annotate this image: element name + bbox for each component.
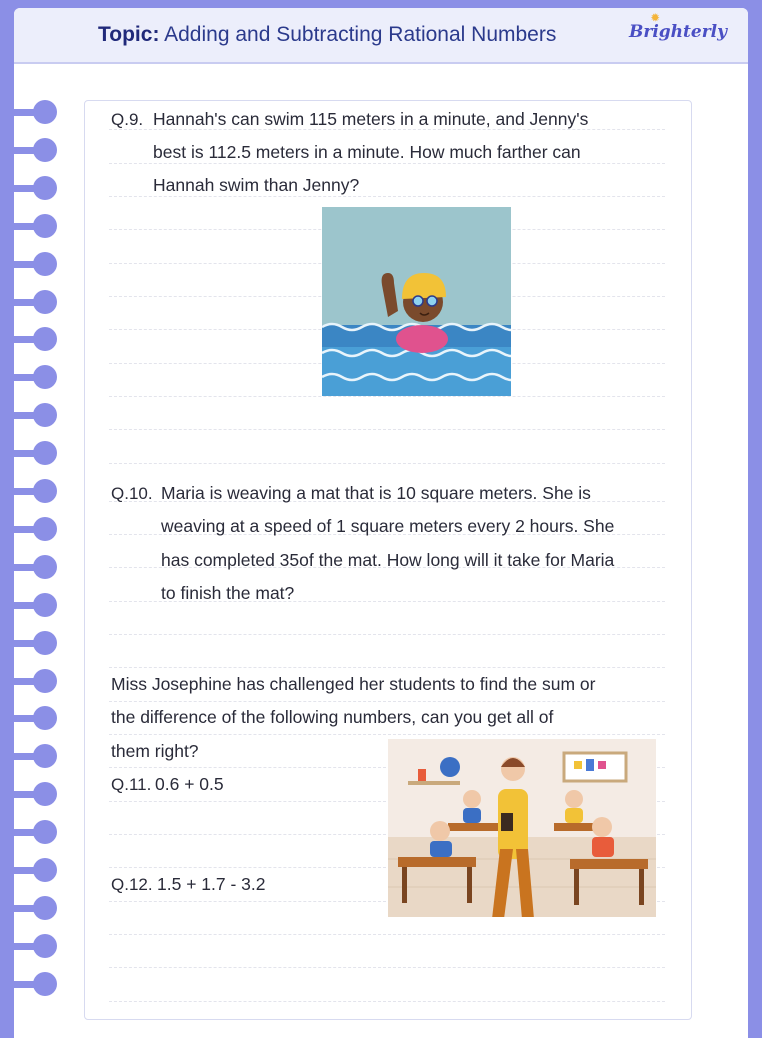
challenge-intro-line-1: Miss Josephine has challenged her students to find the sum or bbox=[111, 674, 596, 694]
spiral-hole bbox=[33, 744, 57, 768]
spiral-hole bbox=[33, 365, 57, 389]
question-number: Q.10. bbox=[111, 484, 153, 503]
topic-label: Topic: bbox=[98, 23, 160, 46]
spiral-hole bbox=[33, 479, 57, 503]
page-title bbox=[98, 23, 556, 47]
question-11-expression: 0.6 + 0.5 bbox=[155, 774, 224, 794]
spiral-hole bbox=[33, 896, 57, 920]
spiral-hole bbox=[33, 517, 57, 541]
spiral-hole bbox=[33, 972, 57, 996]
spiral-ring bbox=[0, 820, 58, 844]
spiral-hole bbox=[33, 934, 57, 958]
spiral-hole bbox=[33, 820, 57, 844]
writing-line bbox=[109, 967, 665, 968]
question-10-line-1: Maria is weaving a mat that is 10 square meters. She is bbox=[161, 483, 591, 503]
spiral-hole bbox=[33, 631, 57, 655]
topic-title: Adding and Subtracting Rational Numbers bbox=[164, 23, 557, 46]
spiral-ring bbox=[0, 744, 58, 768]
spiral-hole bbox=[33, 858, 57, 882]
brand-name: Brighterly bbox=[629, 22, 727, 42]
spiral-ring bbox=[0, 441, 58, 465]
question-9-line-3: Hannah swim than Jenny? bbox=[153, 175, 360, 195]
question-10-line-2: weaving at a speed of 1 square meters every 2 hours. She bbox=[161, 516, 615, 536]
spiral-ring bbox=[0, 214, 58, 238]
swimmer-icon bbox=[322, 207, 511, 396]
spiral-ring bbox=[0, 669, 58, 693]
spiral-ring bbox=[0, 365, 58, 389]
spiral-ring bbox=[0, 631, 58, 655]
spiral-hole bbox=[33, 138, 57, 162]
spiral-ring bbox=[0, 593, 58, 617]
spiral-hole bbox=[33, 441, 57, 465]
question-number: Q.11. bbox=[111, 775, 152, 794]
spiral-hole bbox=[33, 252, 57, 276]
spiral-hole bbox=[33, 782, 57, 806]
spiral-ring bbox=[0, 252, 58, 276]
question-number: Q.12. bbox=[111, 875, 153, 894]
spiral-hole bbox=[33, 214, 57, 238]
writing-line bbox=[109, 463, 665, 464]
spiral-ring bbox=[0, 517, 58, 541]
page-header bbox=[14, 8, 748, 64]
spiral-hole bbox=[33, 706, 57, 730]
notebook-spiral bbox=[0, 100, 60, 1000]
spiral-ring bbox=[0, 858, 58, 882]
spiral-ring bbox=[0, 100, 58, 124]
writing-line bbox=[109, 396, 665, 397]
writing-line bbox=[109, 429, 665, 430]
writing-line bbox=[109, 934, 665, 935]
swimmer-illustration bbox=[322, 207, 511, 396]
brand-logo bbox=[629, 13, 727, 42]
spiral-ring bbox=[0, 555, 58, 579]
spiral-ring bbox=[0, 706, 58, 730]
spiral-ring bbox=[0, 327, 58, 351]
spiral-ring bbox=[0, 479, 58, 503]
spiral-ring bbox=[0, 176, 58, 200]
question-10-line-4: to finish the mat? bbox=[161, 583, 295, 603]
question-9-line-2: best is 112.5 meters in a minute. How much farther can bbox=[153, 142, 581, 162]
question-12-expression: 1.5 + 1.7 - 3.2 bbox=[157, 874, 266, 894]
spiral-hole bbox=[33, 327, 57, 351]
spiral-hole bbox=[33, 593, 57, 617]
spiral-hole bbox=[33, 555, 57, 579]
question-card bbox=[84, 100, 692, 1020]
sun-icon: ✹ bbox=[651, 13, 660, 24]
spiral-ring bbox=[0, 138, 58, 162]
question-10-line-3: has completed 35of the mat. How long will it take for Maria bbox=[161, 550, 615, 570]
spiral-ring bbox=[0, 403, 58, 427]
spiral-hole bbox=[33, 290, 57, 314]
question-9-line-1: Hannah's can swim 115 meters in a minute, and Jenny's bbox=[153, 109, 589, 129]
spiral-hole bbox=[33, 100, 57, 124]
spiral-ring bbox=[0, 290, 58, 314]
spiral-ring bbox=[0, 782, 58, 806]
spiral-hole bbox=[33, 403, 57, 427]
spiral-ring bbox=[0, 934, 58, 958]
spiral-hole bbox=[33, 669, 57, 693]
writing-line bbox=[109, 634, 665, 635]
writing-line bbox=[109, 1001, 665, 1002]
challenge-intro-line-2: the difference of the following numbers, can you get all of bbox=[111, 707, 554, 727]
challenge-intro-line-3: them right? bbox=[111, 741, 199, 761]
question-number: Q.9. bbox=[111, 110, 144, 129]
spiral-ring bbox=[0, 896, 58, 920]
spiral-ring bbox=[0, 972, 58, 996]
classroom-icon bbox=[388, 739, 656, 917]
classroom-illustration bbox=[388, 739, 656, 917]
spiral-hole bbox=[33, 176, 57, 200]
